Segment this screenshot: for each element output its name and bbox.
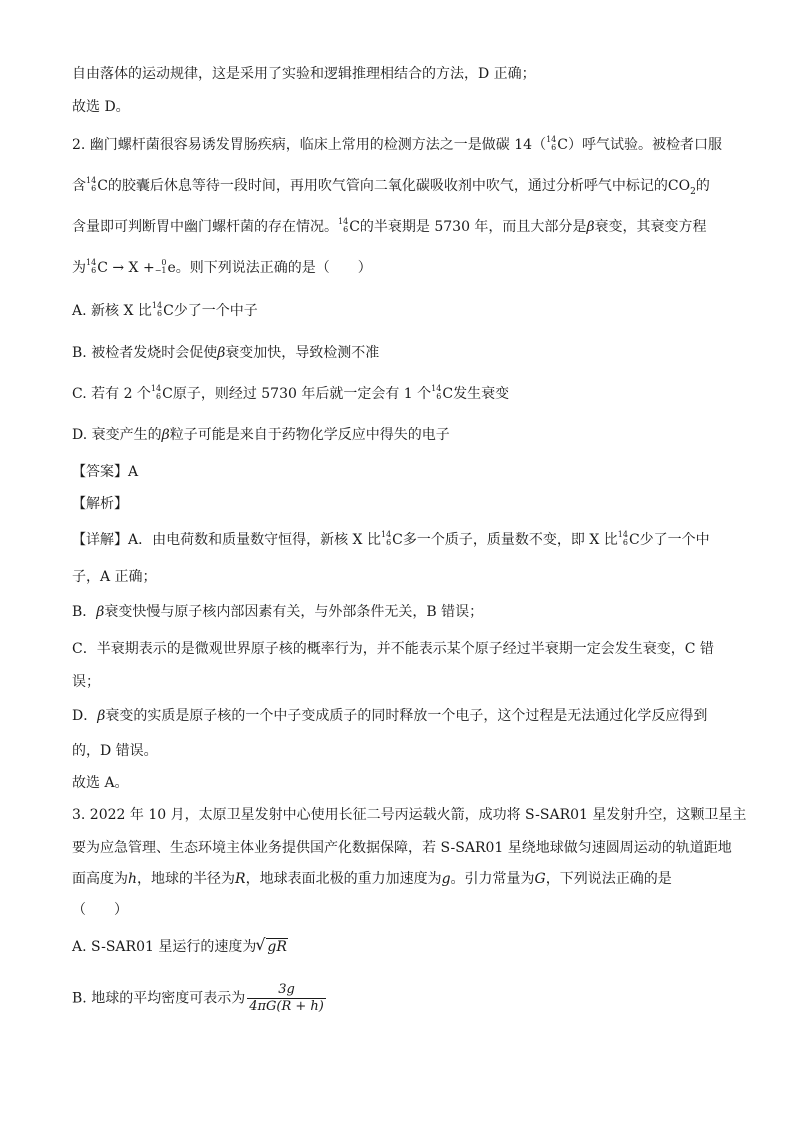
mass-number: 14 [431, 384, 442, 393]
electron-charge-number: −1 [154, 266, 167, 275]
question-2-stem [72, 258, 734, 278]
element-symbol: C [628, 532, 640, 548]
detail-explanation [72, 672, 734, 692]
nuclide-notation [86, 177, 96, 193]
stem-text: ，地球表面北极的重力加速度为 [245, 871, 442, 887]
option-text: A. 新核 X 比 [72, 303, 152, 319]
mass-number: 14 [338, 217, 349, 226]
nuclide-notation [338, 218, 348, 234]
mass-number: 14 [617, 530, 628, 539]
option-b [72, 343, 734, 363]
answer-label [72, 462, 734, 482]
detail-explanation [72, 567, 734, 587]
detail-text: 衰变快慢与原子核内部因素有关，与外部条件无关，B 错误； [104, 604, 484, 620]
stem-text: 衰变，其衰变方程 [594, 219, 707, 235]
detail-text: 的，D 错误。 [72, 743, 158, 759]
stem-text: ，下列说法正确的是 [545, 871, 672, 887]
detail-explanation [72, 530, 734, 550]
stem-text: 的 [695, 178, 710, 194]
formula-co2: CO [667, 178, 691, 194]
option-b [72, 982, 734, 1015]
detail-explanation [72, 706, 734, 726]
variable-h: h [128, 871, 138, 887]
option-text: A. S-SAR01 星运行的速度为 [72, 939, 257, 955]
stem-text: 3. 2022 年 10 月，太原卫星发射中心使用长征二号丙运载火箭，成功将 S-SAR01 星发射升空，这颗卫星主 [72, 807, 747, 823]
detail-text: C．半衰期表示的是微观世界原子核的概率行为，并不能表示某个原子经过半衰期一定会发生衰变，C 错 [72, 641, 714, 657]
detail-text: 误； [72, 674, 100, 690]
stem-text: 。则下列说法正确的是（ ） [175, 260, 372, 276]
question-3-stem [72, 900, 734, 920]
element-symbol: C [557, 137, 568, 153]
option-d [72, 425, 734, 445]
stem-text: 为 [72, 260, 86, 276]
stem-text: （ ） [72, 902, 128, 918]
detail-explanation [72, 602, 734, 622]
element-symbol: C [392, 532, 403, 548]
option-c [72, 384, 734, 404]
nuclide-notation [431, 385, 441, 401]
beta-symbol: β [97, 708, 106, 724]
analysis-label [72, 494, 734, 514]
analysis-text: 【解析】 [72, 496, 128, 512]
mass-number: 14 [86, 176, 97, 185]
element-symbol: C [163, 303, 174, 319]
formula-subscript: 2 [690, 186, 696, 197]
nuclide-notation [151, 385, 161, 401]
element-symbol: C [97, 178, 108, 194]
charge-number: 6 [91, 266, 97, 275]
option-text: B. 被检者发烧时会促使 [72, 345, 218, 361]
detail-text: 衰变的实质是原子核的一个中子变成质子的同时释放一个电子，这个过程是无法通过化学反应得到 [105, 708, 708, 724]
nuclide-notation [152, 302, 162, 318]
question-2-stem [72, 176, 734, 202]
stem-text: 要为应急管理、生态环境主体业务提供国产化数据保障，若 S-SAR01 星绕地球做匀速圆周运动的轨道距地 [72, 840, 732, 856]
electron-notation [155, 259, 167, 275]
charge-number: 6 [156, 392, 162, 401]
fraction-numerator: 3g [247, 982, 326, 999]
beta-symbol: β [217, 345, 226, 361]
stem-text: 的半衰期是 5730 年，而且大部分是 [359, 219, 587, 235]
option-text: 衰变加快，导致检测不准 [225, 345, 380, 361]
nuclide-notation [381, 531, 391, 547]
beta-symbol: β [586, 219, 595, 235]
electron-mass-number: 0 [161, 258, 167, 267]
option-text: 粒子可能是来自于药物化学反应中得失的电子 [169, 427, 450, 443]
stem-text: 的胶囊后休息等待一段时间，再用吹气管向二氧化碳吸收剂中吹气，通过分析呼气中标记的 [107, 178, 668, 194]
fraction-expression [247, 982, 326, 1015]
detail-explanation [72, 741, 734, 761]
answer-text: 【答案】A [72, 464, 139, 480]
mass-number: 14 [151, 301, 163, 310]
question-2-stem [72, 217, 734, 237]
charge-number: 6 [343, 225, 349, 234]
radicand: gR [267, 939, 287, 955]
element-symbol: C [349, 219, 360, 235]
question-3-stem [72, 805, 747, 825]
variable-g: g [441, 871, 451, 887]
variable-r: R [235, 871, 246, 887]
charge-number: 6 [436, 392, 442, 401]
option-text: 少了一个中子 [173, 303, 258, 319]
element-symbol: C [442, 386, 454, 402]
stem-text: 。引力常量为 [450, 871, 535, 887]
detail-explanation [72, 639, 734, 659]
charge-number: 6 [156, 309, 163, 318]
question-3-stem [72, 838, 734, 858]
mass-number: 14 [150, 384, 162, 393]
option-text: 原子，则经过 5730 年后就一定会有 1 个 [172, 386, 432, 402]
nuclide-notation [618, 531, 628, 547]
paragraph-text: 故选 D。 [72, 99, 130, 115]
paragraph-text: 自由落体的运动规律，这是采用了实验和逻辑推理相结合的方法，D 正确； [72, 66, 536, 82]
detail-text: 子，A 正确； [72, 569, 157, 585]
beta-symbol: β [161, 427, 170, 443]
mass-number: 14 [380, 530, 392, 539]
element-symbol: C [162, 386, 173, 402]
nuclide-notation [86, 259, 96, 275]
selection-line [72, 773, 734, 793]
text-line [72, 97, 734, 117]
option-text: B. 地球的平均密度可表示为 [72, 990, 246, 1007]
selection-text: 故选 A。 [72, 775, 129, 791]
beta-symbol: β [96, 604, 105, 620]
charge-number: 6 [622, 538, 628, 547]
electron-symbol: e [167, 260, 176, 276]
detail-text: 少了一个中 [639, 532, 710, 548]
question-2-stem [72, 135, 734, 155]
charge-number: 6 [386, 538, 392, 547]
decay-equation: C → X + [97, 260, 155, 276]
stem-text: 含 [72, 178, 86, 194]
question-3-stem [72, 869, 734, 889]
detail-text: 【详解】A．由电荷数和质量数守恒得，新核 X 比 [72, 532, 381, 548]
option-text: D. 衰变产生的 [72, 427, 162, 443]
stem-text: 面高度为 [72, 871, 128, 887]
charge-number: 6 [551, 143, 557, 152]
square-root-expression [256, 937, 288, 957]
stem-text: ，地球的半径为 [137, 871, 236, 887]
nuclide-notation [546, 136, 556, 152]
option-a [72, 937, 734, 957]
option-text: C. 若有 2 个 [72, 386, 151, 402]
stem-text: 含量即可判断胃中幽门螺杆菌的存在情况。 [72, 219, 338, 235]
stem-text: 2. 幽门螺杆菌很容易诱发胃肠疾病，临床上常用的检测方法之一是做碳 14（ [72, 137, 547, 153]
fraction-denominator: 4πG(R + h) [249, 999, 324, 1014]
variable-big-g: G [534, 871, 546, 887]
detail-text: B． [72, 604, 97, 620]
mass-number: 14 [546, 135, 557, 144]
mass-number: 14 [86, 258, 97, 267]
option-a [72, 301, 734, 321]
detail-text: D． [72, 708, 98, 724]
text-line [72, 64, 734, 84]
detail-text: 多一个质子，质量数不变，即 X 比 [402, 532, 618, 548]
stem-text: ）呼气试验。被检者口服 [567, 137, 722, 153]
charge-number: 6 [91, 184, 97, 193]
option-text: 发生衰变 [453, 386, 510, 402]
